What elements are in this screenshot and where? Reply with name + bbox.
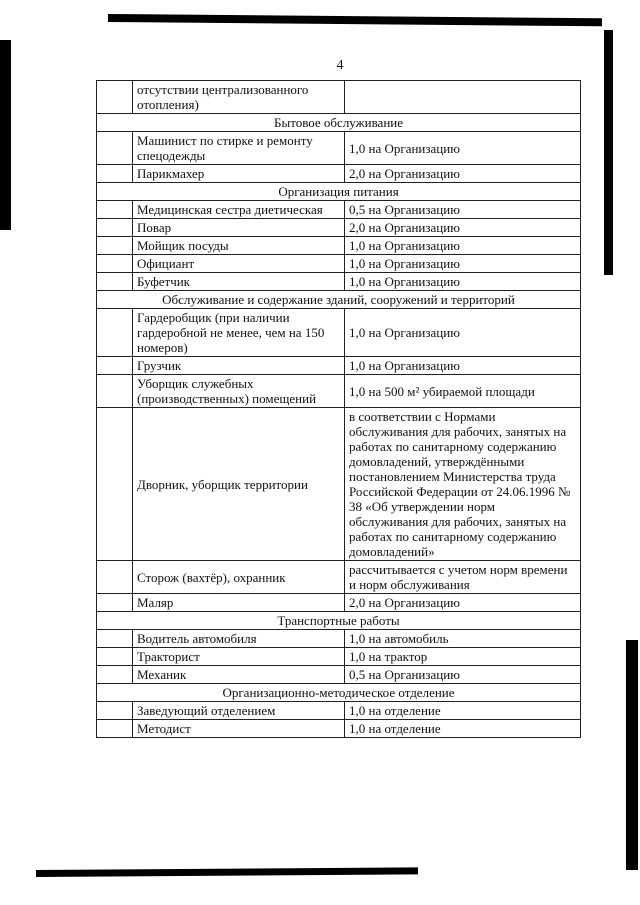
norm-cell: рассчитывается с учетом норм времени и норм обслуживания xyxy=(345,561,581,594)
number-cell xyxy=(97,702,133,720)
section-row xyxy=(97,183,581,201)
position-cell: Повар xyxy=(133,219,345,237)
number-cell xyxy=(97,375,133,408)
number-cell xyxy=(97,81,133,114)
page-number: 4 xyxy=(336,58,344,73)
norm-cell: 1,0 на Организацию xyxy=(345,273,581,291)
norm-cell xyxy=(345,81,581,114)
number-cell xyxy=(97,309,133,357)
number-cell xyxy=(97,201,133,219)
section-row xyxy=(97,684,581,702)
position-cell: Водитель автомобиля xyxy=(133,630,345,648)
norm-cell: в соответствии с Нормами обслуживания для рабочих, занятых на работах по санитарному содержанию домовладений, утверждёнными постановлением Министерства труда Российской Федерации от 24.06.1996 № 38 «Об утверждении норм обслуживания для рабочих, занятых на работах по санитарному содержанию домовладений» xyxy=(345,408,581,561)
position-cell: Мойщик посуды xyxy=(133,237,345,255)
norm-cell: 1,0 на Организацию xyxy=(345,255,581,273)
norm-cell: 2,0 на Организацию xyxy=(345,594,581,612)
norm-cell: 1,0 на отделение xyxy=(345,702,581,720)
position-cell: Гардеробщик (при наличии гардеробной не менее, чем на 150 номеров) xyxy=(133,309,345,357)
number-cell xyxy=(97,561,133,594)
number-cell xyxy=(97,666,133,684)
section-title: Организационно-методическое отделение xyxy=(97,684,581,702)
position-cell: Заведующий отделением xyxy=(133,702,345,720)
position-cell: Буфетчик xyxy=(133,273,345,291)
norm-cell: 0,5 на Организацию xyxy=(345,666,581,684)
norm-cell: 1,0 на Организацию xyxy=(345,132,581,165)
table-row xyxy=(97,375,581,408)
norm-cell: 1,0 на автомобиль xyxy=(345,630,581,648)
position-cell: Официант xyxy=(133,255,345,273)
position-cell: Маляр xyxy=(133,594,345,612)
number-cell xyxy=(97,132,133,165)
table-row xyxy=(97,408,581,561)
norm-cell: 1,0 на Организацию xyxy=(345,237,581,255)
scan-artifact-bottom xyxy=(36,867,418,877)
table-row xyxy=(97,357,581,375)
number-cell xyxy=(97,408,133,561)
number-cell xyxy=(97,255,133,273)
table-row xyxy=(97,666,581,684)
section-row xyxy=(97,612,581,630)
norm-cell: 0,5 на Организацию xyxy=(345,201,581,219)
table-row xyxy=(97,132,581,165)
scan-artifact-right-lower xyxy=(626,640,638,870)
table-row xyxy=(97,273,581,291)
number-cell xyxy=(97,237,133,255)
staff-norms-table xyxy=(96,80,581,738)
position-cell: Тракторист xyxy=(133,648,345,666)
section-title: Организация питания xyxy=(97,183,581,201)
position-cell: отсутствии централизованного отопления) xyxy=(133,81,345,114)
table-row xyxy=(97,594,581,612)
table-row xyxy=(97,702,581,720)
section-title: Транспортные работы xyxy=(97,612,581,630)
table-row xyxy=(97,237,581,255)
position-cell: Грузчик xyxy=(133,357,345,375)
number-cell xyxy=(97,648,133,666)
position-cell: Сторож (вахтёр), охранник xyxy=(133,561,345,594)
position-cell: Методист xyxy=(133,720,345,738)
norm-cell: 1,0 на Организацию xyxy=(345,309,581,357)
table-row xyxy=(97,561,581,594)
table-row xyxy=(97,630,581,648)
number-cell xyxy=(97,219,133,237)
section-row xyxy=(97,291,581,309)
table-row xyxy=(97,219,581,237)
position-cell: Дворник, уборщик территории xyxy=(133,408,345,561)
norm-cell: 1,0 на трактор xyxy=(345,648,581,666)
norm-cell: 2,0 на Организацию xyxy=(345,165,581,183)
number-cell xyxy=(97,630,133,648)
table-row xyxy=(97,648,581,666)
position-cell: Медицинская сестра диетическая xyxy=(133,201,345,219)
norm-cell: 1,0 на 500 м² убираемой площади xyxy=(345,375,581,408)
norm-cell: 2,0 на Организацию xyxy=(345,219,581,237)
norm-cell: 1,0 на отделение xyxy=(345,720,581,738)
number-cell xyxy=(97,594,133,612)
table-row xyxy=(97,720,581,738)
table-row xyxy=(97,165,581,183)
position-cell: Механик xyxy=(133,666,345,684)
section-title: Обслуживание и содержание зданий, сооружений и территорий xyxy=(97,291,581,309)
norm-cell: 1,0 на Организацию xyxy=(345,357,581,375)
number-cell xyxy=(97,357,133,375)
position-cell: Машинист по стирке и ремонту спецодежды xyxy=(133,132,345,165)
number-cell xyxy=(97,165,133,183)
section-title: Бытовое обслуживание xyxy=(97,114,581,132)
scan-artifact-top xyxy=(108,14,602,26)
table-row xyxy=(97,201,581,219)
section-row xyxy=(97,114,581,132)
position-cell: Парикмахер xyxy=(133,165,345,183)
table-row xyxy=(97,309,581,357)
number-cell xyxy=(97,720,133,738)
table-row xyxy=(97,255,581,273)
table-body xyxy=(97,81,581,738)
position-cell: Уборщик служебных (производственных) помещений xyxy=(133,375,345,408)
number-cell xyxy=(97,273,133,291)
table-row xyxy=(97,81,581,114)
